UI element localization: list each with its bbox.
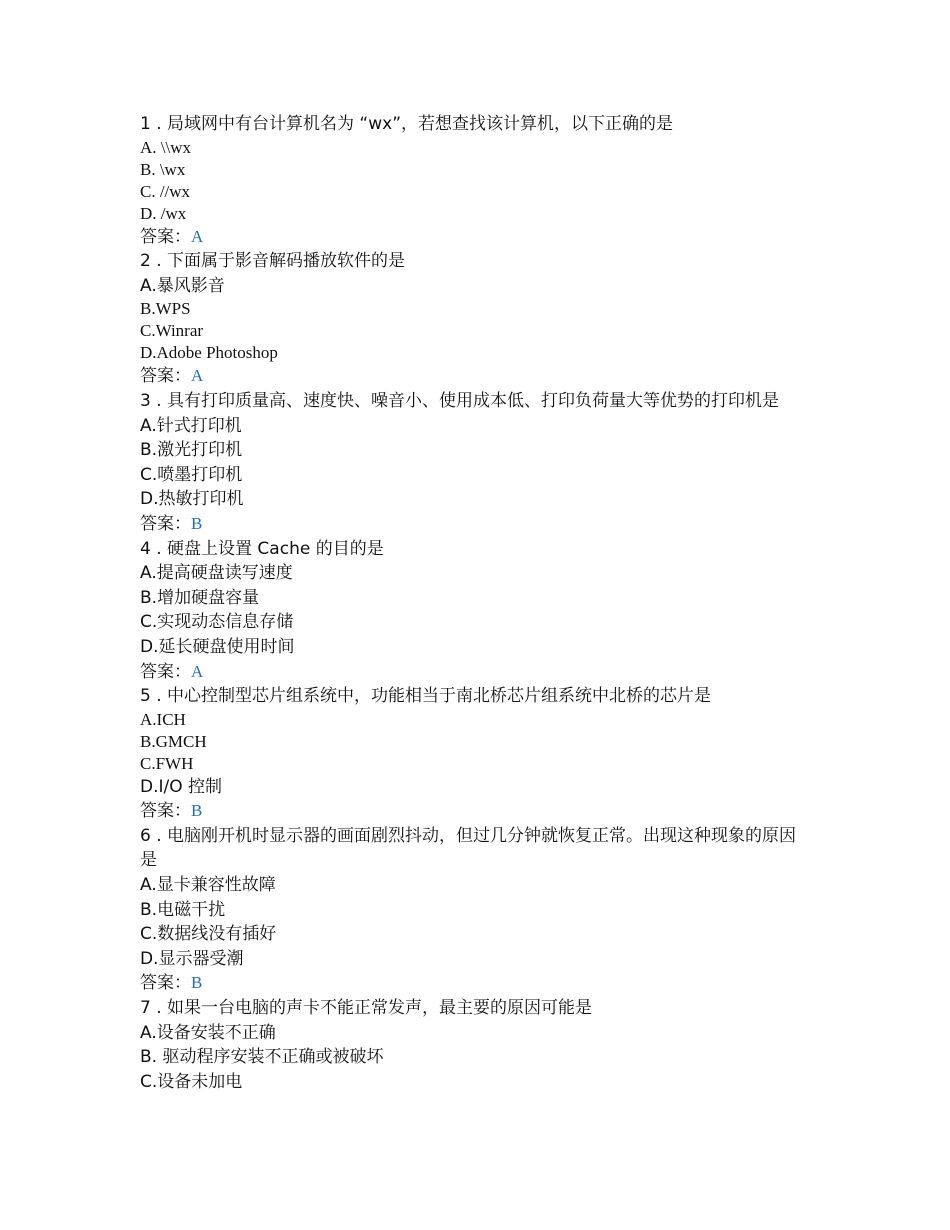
question-title: 7 . 如果一台电脑的声卡不能正常发声，最主要的原因可能是 bbox=[140, 998, 593, 1019]
answer-option: C.实现动态信息存储 bbox=[140, 612, 294, 633]
answer-option: D.延长硬盘使用时间 bbox=[140, 636, 295, 657]
question-title: 5 . 中心控制型芯片组系统中，功能相当于南北桥芯片组系统中北桥的芯片是 bbox=[140, 686, 712, 707]
question-list bbox=[140, 112, 805, 1094]
question-block bbox=[140, 684, 805, 824]
answer-option: D.显示器受潮 bbox=[140, 948, 244, 969]
answer-option: D.I/O 控制 bbox=[140, 776, 223, 797]
question-block bbox=[140, 537, 805, 685]
answer-option: C.FWH bbox=[140, 753, 194, 773]
question-block bbox=[140, 824, 805, 996]
answer-option: C.喷墨打印机 bbox=[140, 464, 243, 485]
answer-option: C. //wx bbox=[140, 181, 191, 201]
answer-label: 答案： bbox=[140, 513, 191, 534]
answer-option: A.显卡兼容性故障 bbox=[140, 875, 276, 896]
answer-option: B.增加硬盘容量 bbox=[140, 587, 260, 608]
question-title: 2 . 下面属于影音解码播放软件的是 bbox=[140, 251, 406, 272]
answer-option: A.暴风影音 bbox=[140, 275, 225, 296]
answer-label: 答案： bbox=[140, 801, 191, 822]
answer-line bbox=[140, 512, 805, 537]
question-title: 4 . 硬盘上设置 Cache 的目的是 bbox=[140, 538, 384, 559]
answer-option: A. \\wx bbox=[140, 137, 191, 157]
question-title: 3 . 具有打印质量高、速度快、噪音小、使用成本低、打印负荷量大等优势的打印机是 bbox=[140, 390, 780, 411]
answer-line bbox=[140, 364, 805, 389]
answer-label: 答案： bbox=[140, 226, 191, 247]
answer-value: B bbox=[191, 513, 203, 533]
answer-option: D. /wx bbox=[140, 203, 187, 223]
answer-option: A.ICH bbox=[140, 709, 186, 729]
answer-label: 答案： bbox=[140, 973, 191, 994]
answer-option: B. \wx bbox=[140, 159, 186, 179]
answer-option: C.数据线没有插好 bbox=[140, 924, 277, 945]
answer-line bbox=[140, 225, 805, 250]
answer-value: A bbox=[191, 226, 204, 246]
answer-line bbox=[140, 799, 805, 824]
question-block bbox=[140, 112, 805, 249]
answer-option: A.提高硬盘读写速度 bbox=[140, 563, 293, 584]
answer-option: C.设备未加电 bbox=[140, 1071, 243, 1092]
answer-option: D.热敏打印机 bbox=[140, 489, 244, 510]
answer-option: B.激光打印机 bbox=[140, 440, 243, 461]
answer-option: C.Winrar bbox=[140, 321, 204, 341]
question-block bbox=[140, 249, 805, 389]
question-block bbox=[140, 996, 805, 1094]
answer-option: A.针式打印机 bbox=[140, 415, 242, 436]
answer-value: A bbox=[191, 661, 204, 681]
question-title: 6 . 电脑刚开机时显示器的画面剧烈抖动，但过几分钟就恢复正常。出现这种现象的原因是 bbox=[140, 825, 797, 871]
answer-value: B bbox=[191, 801, 203, 821]
answer-value: B bbox=[191, 973, 203, 993]
answer-option: B.电磁干扰 bbox=[140, 899, 226, 920]
answer-option: B.GMCH bbox=[140, 731, 207, 751]
answer-option: D.Adobe Photoshop bbox=[140, 343, 278, 363]
answer-line bbox=[140, 660, 805, 685]
answer-option: B. 驱动程序安装不正确或被破坏 bbox=[140, 1047, 384, 1068]
answer-label: 答案： bbox=[140, 366, 191, 387]
answer-value: A bbox=[191, 366, 204, 386]
answer-option: B.WPS bbox=[140, 299, 191, 319]
answer-line bbox=[140, 971, 805, 996]
question-block bbox=[140, 389, 805, 537]
question-title: 1 . 局域网中有台计算机名为 “wx”，若想查找该计算机，以下正确的是 bbox=[140, 114, 674, 134]
answer-label: 答案： bbox=[140, 661, 191, 682]
answer-option: A.设备安装不正确 bbox=[140, 1022, 276, 1043]
